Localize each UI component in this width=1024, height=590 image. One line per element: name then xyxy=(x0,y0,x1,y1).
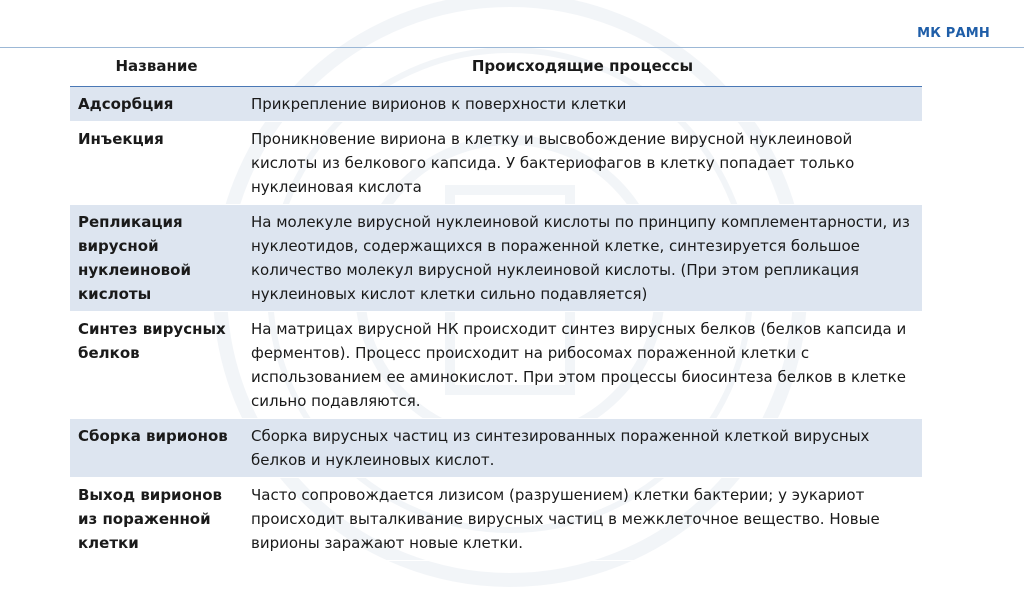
header-name: Название xyxy=(70,46,243,86)
row-process: На матрицах вирусной НК происходит синтез вирусных белков (белков капсида и ферментов). Процесс происходит на рибосомах пораженной клетки с использованием ее аминокислот. При этом процессы биосинтеза белков в клетке сильно подавляются. xyxy=(243,311,922,418)
row-name: Синтез вирусных белков xyxy=(70,311,243,418)
header-processes: Происходящие процессы xyxy=(243,46,922,86)
table-row xyxy=(70,311,922,418)
row-process: На молекуле вирусной нуклеиновой кислоты по принципу комплементарности, из нуклеотидов, содержащихся в пораженной клетке, синтезируется большое количество молекул вирусной нуклеиновой кислоты. (При этом репликация нуклеиновых кислот клетки сильно подавляется) xyxy=(243,204,922,311)
row-name: Сборка вирионов xyxy=(70,418,243,477)
row-name: Инъекция xyxy=(70,121,243,204)
row-name: Адсорбция xyxy=(70,86,243,121)
table-row xyxy=(70,418,922,477)
table-row xyxy=(70,477,922,560)
row-process: Проникновение вириона в клетку и высвобождение вирусной нуклеиновой кислоты из белкового капсида. У бактериофагов в клетку попадает только нуклеиновая кислота xyxy=(243,121,922,204)
row-process: Прикрепление вирионов к поверхности клетки xyxy=(243,86,922,121)
row-process: Часто сопровождается лизисом (разрушением) клетки бактерии; у эукариот происходит выталкивание вирусных частиц в межклеточное вещество. Новые вирионы заражают новые клетки. xyxy=(243,477,922,560)
virus-replication-table xyxy=(70,46,922,561)
brand-label: МК РАМН xyxy=(917,26,990,41)
row-name: Выход вирионов из пораженной клетки xyxy=(70,477,243,560)
row-process: Сборка вирусных частиц из синтезированных пораженной клеткой вирусных белков и нуклеиновых кислот. xyxy=(243,418,922,477)
table-header-row xyxy=(70,46,922,86)
table-row xyxy=(70,86,922,121)
table-row xyxy=(70,204,922,311)
row-name: Репликация вирусной нуклеиновой кислоты xyxy=(70,204,243,311)
table-row xyxy=(70,121,922,204)
